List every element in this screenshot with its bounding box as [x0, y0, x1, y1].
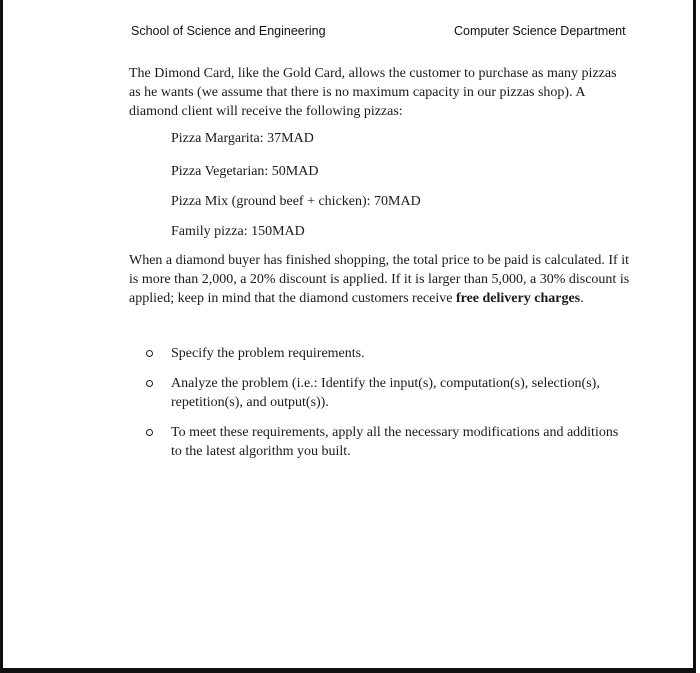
circle-bullet-icon: [146, 380, 153, 387]
pricing-text: When a diamond buyer has finished shopping, the total price to be paid is calculated. If it is more than 2,000, a 20% discount is applied. If it is larger than 5,000, a 30% discount is applied; keep in mind that the diamond customers receive: [129, 253, 630, 306]
pricing-paragraph: [129, 251, 634, 308]
document-page: [3, 0, 693, 668]
header-school: School of Science and Engineering: [131, 24, 326, 38]
intro-paragraph: The Dimond Card, like the Gold Card, allows the customer to purchase as many pizzas as he wants (we assume that there is no maximum capacity in our pizzas shop). A diamond client will receive the following pizzas:: [129, 66, 617, 119]
bottom-border: [0, 668, 696, 673]
circle-bullet-icon: [146, 350, 153, 357]
task-item: [146, 344, 626, 363]
task-item: [146, 374, 626, 412]
right-border: [693, 0, 696, 673]
pizza-item: Pizza Mix (ground beef + chicken): 70MAD: [171, 194, 421, 209]
header-department: Computer Science Department: [454, 24, 626, 38]
pricing-end: .: [580, 291, 584, 306]
pizza-item: Pizza Vegetarian: 50MAD: [171, 164, 319, 179]
task-text: To meet these requirements, apply all the necessary modifications and additions to the latest algorithm you built.: [171, 425, 619, 459]
task-text: Analyze the problem (i.e.: Identify the input(s), computation(s), selection(s), repetition(s), and output(s)).: [171, 376, 600, 410]
task-text: Specify the problem requirements.: [171, 346, 365, 361]
pizza-item: Pizza Margarita: 37MAD: [171, 131, 314, 146]
pizza-item: Family pizza: 150MAD: [171, 224, 305, 239]
pricing-bold: free delivery charges: [455, 291, 581, 306]
circle-bullet-icon: [146, 429, 153, 436]
task-item: [146, 423, 626, 461]
